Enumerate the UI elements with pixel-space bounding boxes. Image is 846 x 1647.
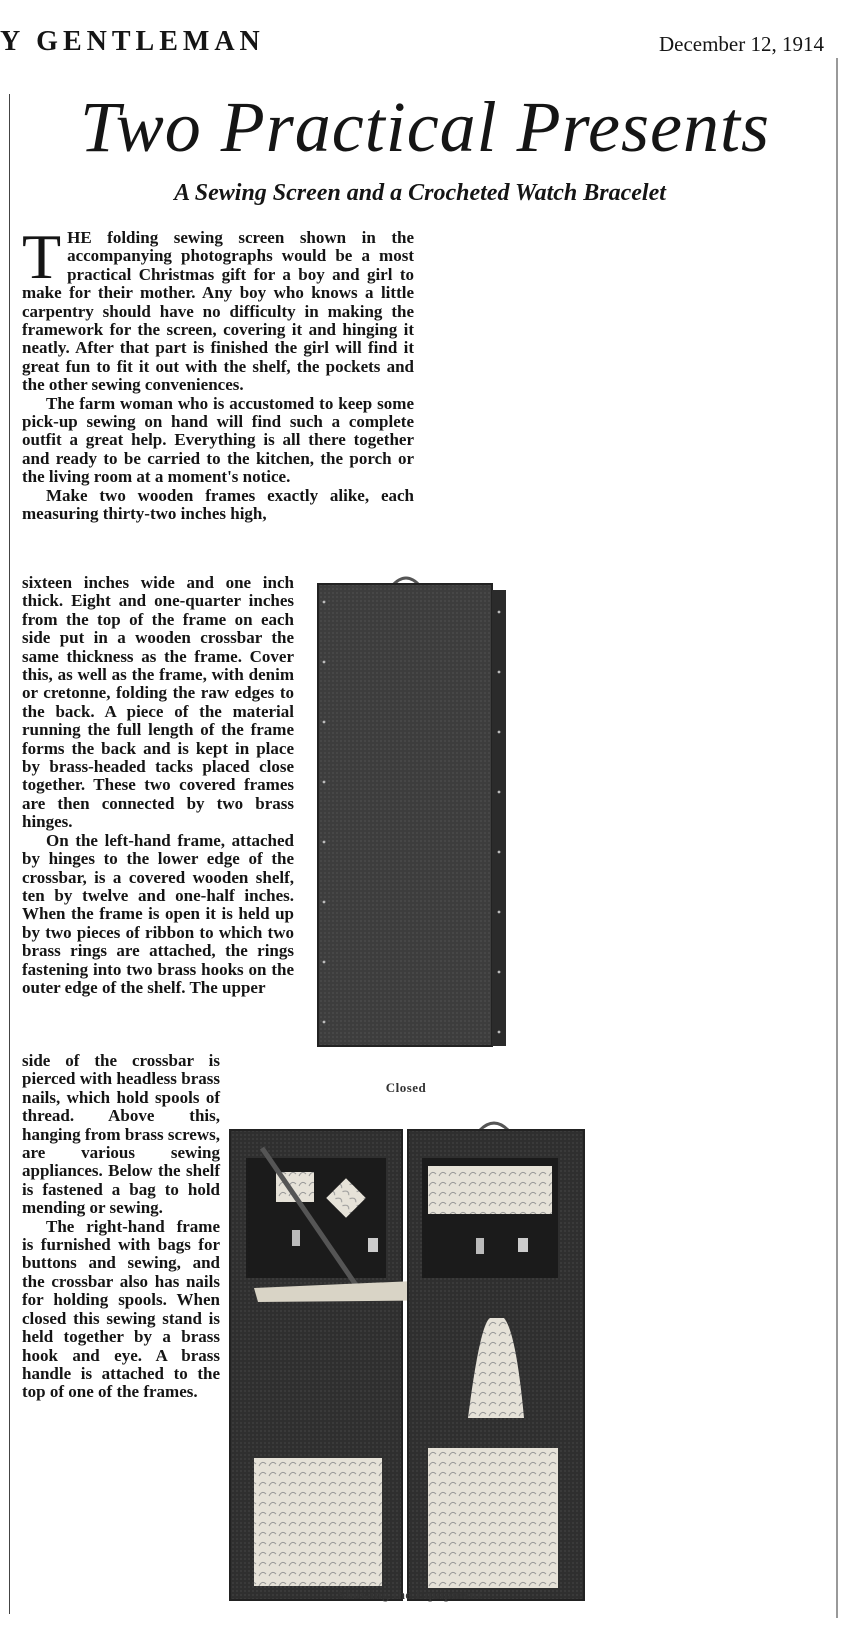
article-column-top: [22, 221, 414, 524]
caption-closed: Closed: [385, 1080, 427, 1095]
paragraph-1: [22, 221, 414, 395]
photo-closed-screen: [316, 572, 516, 1050]
caption-open: Showing the Equipment: [337, 1587, 483, 1602]
issue-date: December 12, 1914: [658, 32, 824, 56]
paragraph-4-continued: side of the crossbar is pierced with headless brass nails, which hold spools of thread. Above this, hanging from brass screws, are various sewing appliances. Below the shelf is fastened a bag to hold mending or sewing.: [22, 1051, 220, 1218]
paragraph-2: The farm woman who is accustomed to keep some pick-up sewing on hand will find such a complete outfit a great help. Everything is all there together and ready to be carried to the kitchen, the porch or the living room at a moment's notice.: [22, 393, 414, 487]
article-subtitle: A Sewing Screen and a Crocheted Watch Bracelet: [174, 180, 666, 206]
paragraph-1-text: HE folding sewing screen shown in the accompanying photographs would be a most practical Christmas gift for a boy and girl to make for their mother. Any boy who knows a little carpentry should have no difficulty in making the framework for the screen, covering it and hinging it neatly. After that part is finished the girl will find it great fun to fit it out with the shelf, the pockets and the other sewing conveniences.: [22, 228, 414, 395]
paragraph-5: The right-hand frame is furnished with bags for buttons and sewing, and the crossbar also has nails for holding spools. When closed this sewing stand is held together by a brass hook and eye. A brass handle is attached to the top of one of the frames.: [22, 1216, 220, 1402]
drop-cap: T: [22, 221, 62, 292]
photo-open-screen: [228, 1118, 586, 1602]
paragraph-3: Make two wooden frames exactly alike, each measuring thirty-two inches high,: [22, 485, 414, 524]
paragraph-3-continued: sixteen inches wide and one inch thick. Eight and one-quarter inches from the top of the frame on each side put in a wooden crossbar the same thickness as the frame. Cover this, as well as the frame, with denim or cretonne, folding the raw edges to the back. A piece of the material running the full length of the frame forms the back and is kept in place by brass-headed tacks placed close together. These two covered frames are then connected by two brass hinges.: [22, 573, 294, 832]
paragraph-4: On the left-hand frame, attached by hinges to the lower edge of the crossbar, is a covered wooden shelf, ten by twelve and one-half inches. When the frame is open it is held up by two pieces of ribbon to which two brass rings are attached, the rings fastening into two brass hooks on the outer edge of the shelf. The upper: [22, 830, 294, 997]
column-rule-right: [836, 58, 838, 1618]
masthead-title: Y GENTLEMAN: [0, 26, 265, 57]
column-rule-left: [9, 94, 10, 1614]
article-column-middle: [22, 574, 294, 997]
article-title: Two Practical Presents: [80, 87, 770, 167]
article-column-bottom: [22, 1052, 220, 1402]
masthead: [0, 26, 846, 66]
